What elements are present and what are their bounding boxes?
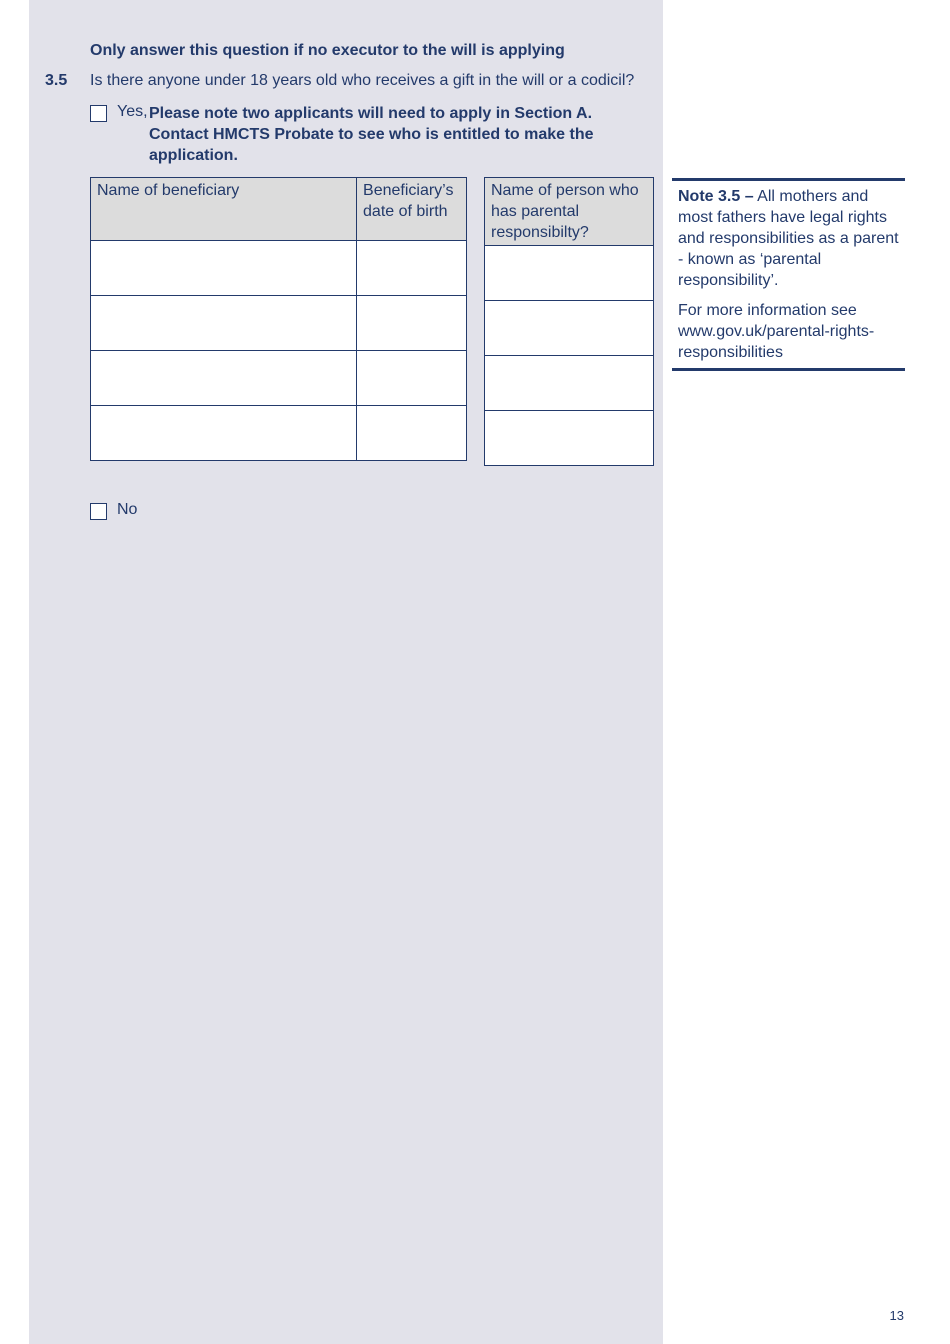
table-row <box>485 411 654 466</box>
beneficiary-dob-header: Beneficiary’s date of birth <box>357 178 467 241</box>
table-row <box>485 301 654 356</box>
beneficiary-table-header <box>91 178 467 241</box>
beneficiary-name-field[interactable] <box>91 296 357 351</box>
note-more-info: For more information see www.gov.uk/parental-rights-responsibilities <box>678 302 875 361</box>
beneficiary-dob-field[interactable] <box>357 241 467 296</box>
parental-responsibility-table <box>484 177 654 466</box>
table-row <box>91 241 467 296</box>
parental-responsibility-header: Name of person who has parental responsibilty? <box>485 178 654 246</box>
table-row <box>485 246 654 301</box>
beneficiary-name-field[interactable] <box>91 241 357 296</box>
no-checkbox[interactable] <box>90 503 107 520</box>
page-number: 13 <box>889 1308 904 1323</box>
question-text: Is there anyone under 18 years old who receives a gift in the will or a codicil? <box>90 72 635 89</box>
note-text: All mothers and most fathers have legal rights and responsibilities as a parent - known as ‘parental responsibility’. <box>678 188 899 289</box>
table-row <box>91 406 467 461</box>
note-body <box>678 186 905 291</box>
no-option-label: No <box>117 501 138 518</box>
table-row <box>485 356 654 411</box>
question-instruction: Only answer this question if no executor to the will is applying <box>90 42 565 59</box>
parental-table-header <box>485 178 654 246</box>
yes-option-note: Please note two applicants will need to apply in Section A. Contact HMCTS Probate to see who is entitled to make the application. <box>149 105 594 164</box>
parental-responsibility-field[interactable] <box>485 246 654 301</box>
beneficiary-table <box>90 177 467 461</box>
parental-responsibility-field[interactable] <box>485 301 654 356</box>
table-row <box>91 296 467 351</box>
beneficiary-name-field[interactable] <box>91 351 357 406</box>
beneficiary-name-field[interactable] <box>91 406 357 461</box>
question-number: 3.5 <box>45 72 68 89</box>
beneficiary-dob-field[interactable] <box>357 406 467 461</box>
table-row <box>91 351 467 406</box>
yes-option-label: Yes, <box>117 103 148 120</box>
yes-checkbox[interactable] <box>90 105 107 122</box>
beneficiary-dob-field[interactable] <box>357 351 467 406</box>
beneficiary-dob-field[interactable] <box>357 296 467 351</box>
guidance-note <box>672 178 905 371</box>
note-label: Note 3.5 – <box>678 188 754 205</box>
parental-responsibility-field[interactable] <box>485 411 654 466</box>
beneficiary-name-header: Name of beneficiary <box>91 178 357 241</box>
parental-responsibility-field[interactable] <box>485 356 654 411</box>
